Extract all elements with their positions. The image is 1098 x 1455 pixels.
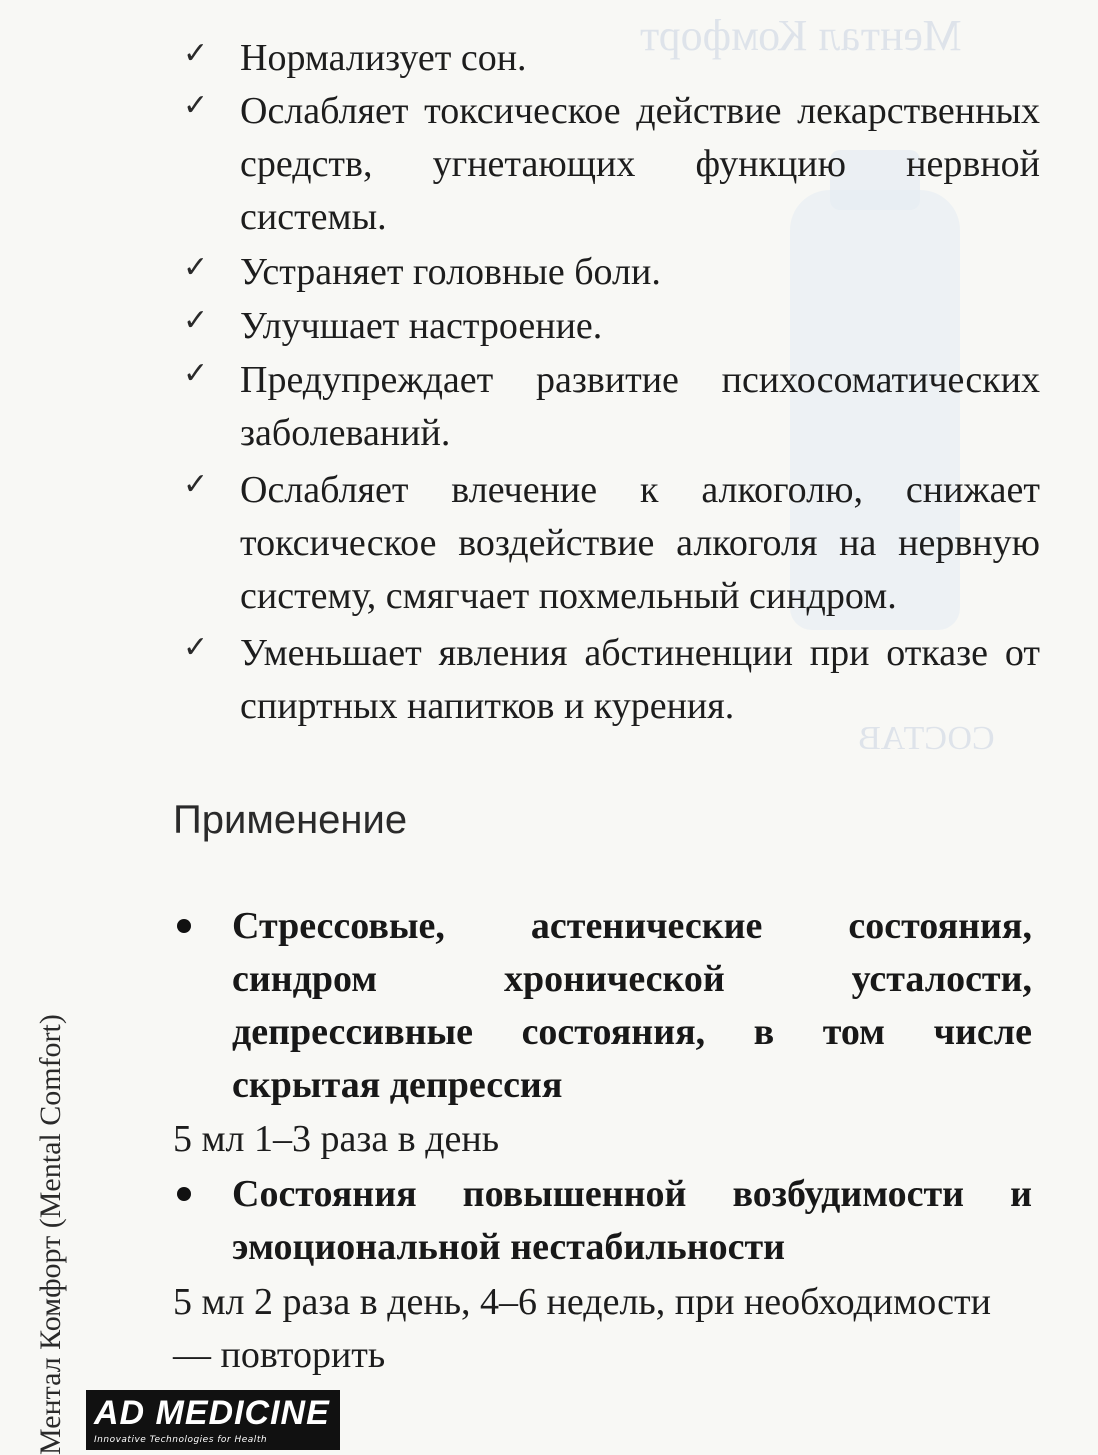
- benefit-text: Уменьшает явления абстиненции при отказе от спиртных напитков и курения.: [240, 632, 1040, 727]
- bullet-dot: [177, 1187, 191, 1201]
- usage-dose: 5 мл 1–3 раза в день: [173, 1118, 500, 1160]
- benefit-text: Предупреждает развитие психосоматических заболеваний.: [240, 359, 1040, 454]
- logo-tagline: Innovative Technologies for Health: [94, 1435, 268, 1445]
- benefit-text: Ослабляет токсическое действие лекарственных средств, угнетающих функцию нервной системы.: [240, 90, 1040, 238]
- checkmark-icon: ✓: [183, 36, 209, 71]
- checkmark-icon: ✓: [183, 250, 209, 285]
- checkmark-icon: ✓: [183, 467, 209, 502]
- usage-section-title: Применение: [173, 798, 408, 842]
- benefit-text: Ослабляет влечение к алкоголю, снижает токсическое воздействие алкоголя на нервную систему, смягчает похмельный синдром.: [240, 469, 1040, 617]
- bleed-section: СОСТАВ: [858, 720, 995, 757]
- usage-condition: Состояния повышенной возбудимости и эмоциональной нестабильности: [232, 1173, 1032, 1268]
- logo-name: AD MEDICINE: [94, 1394, 330, 1432]
- benefit-text: Улучшает настроение.: [240, 305, 603, 347]
- bleed-title: Ментал Комфорт: [640, 11, 962, 60]
- checkmark-icon: ✓: [183, 630, 209, 665]
- checkmark-icon: ✓: [183, 356, 209, 391]
- checkmark-icon: ✓: [183, 303, 209, 338]
- usage-condition: Стрессовые, астенические состояния, синдром хронической усталости, депрессивные состояния, в том числе скрытая депрессия: [232, 905, 1032, 1106]
- checkmark-icon: ✓: [183, 88, 209, 123]
- benefit-text: Нормализует сон.: [240, 37, 527, 79]
- usage-dose: 5 мл 2 раза в день, 4–6 недель, при необходимости — повторить: [173, 1281, 991, 1376]
- product-side-label: Ментал Комфорт (Mental Comfort): [34, 1014, 67, 1455]
- benefit-text: Устраняет головные боли.: [240, 251, 661, 293]
- ad-medicine-logo: [86, 1390, 340, 1450]
- bullet-dot: [177, 919, 191, 933]
